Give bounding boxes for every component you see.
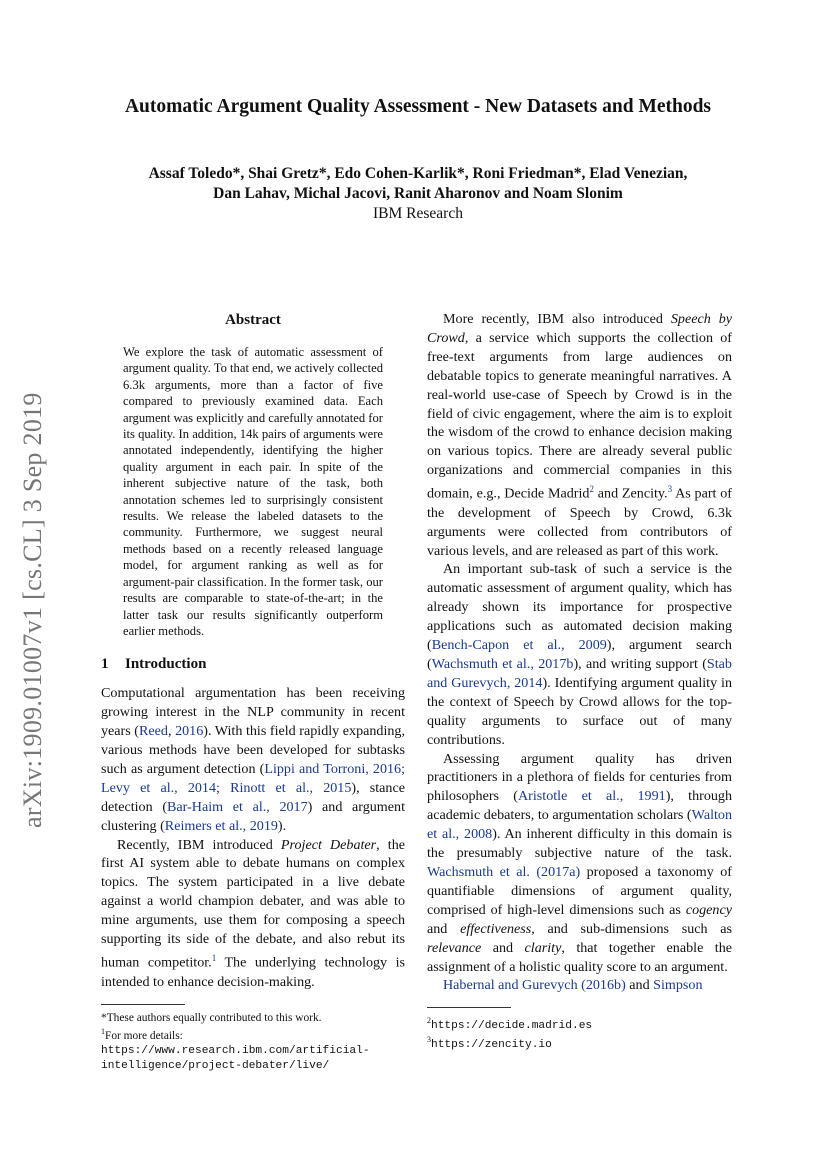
affiliation: IBM Research [373,205,463,222]
footnote-star: *These authors equally contributed to this work. [101,1011,322,1024]
italic-term: effectiveness [460,920,532,937]
intro-paragraph-3 [427,310,732,560]
text-run: ), stance detection ( [101,779,405,815]
author-list [60,164,776,204]
text-run: The underlying technology is intended to enhance decision-making. [101,954,405,990]
section-heading-introduction [101,654,405,674]
italic-term: clarity [524,939,562,956]
footnote-3 [427,1033,732,1052]
text-run: , a service which supports the collection of free-text arguments from large audiences on debatable topics to generate meaningful narratives. A real-world use-case of Speech by Crowd is in the field of civic engagement, where the aim is to exploit the wisdom of the crowd to enhance decision making on various topics. There are already several public organizations and commercial companies in this domain, e.g., Decide Madrid [427,329,732,502]
authors-line-1: Assaf Toledo*, Shai Gretz*, Edo Cohen-Karlik*, Roni Friedman*, Elad Venezian, [148,165,688,182]
footnote-divider [101,1004,185,1005]
citation-link[interactable]: Walton et al., 2008 [427,807,732,843]
text-run: , the first AI system able to debate humans on complex topics. The system participated in a live debate against a world champion debater, and was able to mine arguments, use them for composing a speech supporting its side of the debate, and also rebut its human competitor. [101,836,405,971]
text-run: ), argument search ( [427,637,732,672]
citation-link[interactable]: Bar-Haim et al., 2017 [167,798,308,815]
citation-link[interactable]: Aristotle et al., 1991 [518,788,666,805]
text-run: Assessing argument quality has driven practitioners in a plethora of fields for centuries from philosophers ( [427,750,732,805]
italic-term: Project Debater [280,836,377,853]
footnote-marker[interactable]: 2 [589,484,594,495]
intro-paragraph-4 [427,560,732,749]
footnote-url[interactable]: https://decide.madrid.es [431,1020,593,1033]
text-run: , [167,723,176,740]
text-run: ), and writing support ( [573,656,707,672]
text-run: Recently, IBM introduced [117,836,281,853]
footnote-divider [427,1007,511,1008]
italic-term: Speech by Crowd [427,311,732,346]
footnote-text: For more details: [105,1029,183,1042]
text-run: Computational argumentation has been receiving growing interest in the NLP community in recent years ( [101,685,405,740]
citation-link[interactable]: Stab and Gurevych, 2014 [427,656,732,691]
section-title: Introduction [125,656,207,673]
text-run: ) and argument clustering ( [101,798,405,834]
text-run: ), through academic debaters, to argumentation scholars ( [427,788,733,824]
text-run: and [427,920,461,937]
paper-title: Automatic Argument Quality Assessment - New Datasets and Methods [124,96,712,117]
footnote-marker[interactable]: 1 [211,953,217,963]
footnote-2 [427,1014,732,1033]
text-run: and [625,977,654,994]
text-run: , that together enable the assignment of a holistic quality score to an argument. [427,939,732,975]
text-run: ). Identifying argument quality in the context of Speech by Crowd allows for the top-quality arguments to surface out of many contributions. [427,674,732,748]
footnote-url[interactable]: https://zencity.io [431,1039,552,1052]
text-run: proposed a taxonomy of quantifiable dimensions of argument quality, comprised of high-level dimensions such as [427,863,732,918]
text-run: and [481,939,525,956]
intro-paragraph-5 [427,750,732,977]
abstract-text: We explore the task of automatic assessment of argument quality. To that end, we actively collected 6.3k arguments, more than a factor of five compared to previously examined data. Each argument was explicitly and carefully annotated for its quality. In addition, 14k pairs of arguments were annotated independently, identifying the higher quality argument in each pair. In spite of the inherent subjective nature of the task, both annotation schemes led to surprisingly consistent results. We release the labeled datasets to the community. Furthermore, we suggest neural methods based on a recently released language model, for argument ranking as well as for argument-pair classification. In the former task, our results are comparable to state-of-the-art; in the latter task our results significantly outperform earlier methods. [123,345,383,638]
citation-link[interactable]: Wachsmuth et al., 2017b [431,656,574,672]
italic-term: cogency [685,901,732,918]
text-run: and Zencity. [593,485,668,502]
right-column [427,310,732,1052]
citation-link[interactable]: Simpson [653,977,703,994]
text-run: More recently, IBM also introduced [443,311,671,327]
citation-link[interactable]: Bench-Capon et al., 2009 [431,637,607,654]
intro-paragraph-2 [101,836,405,992]
footnote-marker[interactable]: 3 [667,484,673,495]
footnote-number: 1 [101,1026,105,1036]
arxiv-stamp: arXiv:1909.01007v1 [cs.CL] 3 Sep 2019 [18,392,47,828]
citation-link[interactable]: Habernal and Gurevych (2016b) [443,977,626,994]
citation-link[interactable]: Lippi and Torroni, 2016; Levy et al., 2014; Rinott et al., 2015 [101,760,405,796]
citation-link[interactable]: 2016 [175,723,204,740]
footnote-number: 2 [427,1016,431,1026]
text-run: ). [277,817,287,834]
citation-link[interactable]: Reimers et al., 2019 [164,817,278,834]
text-run: As part of the development of Speech by Crowd, 6.3k arguments were collected from contributors of various levels, and are released as part of this work. [427,485,733,559]
citation-link[interactable]: Reed [139,723,168,740]
text-run: ). With this field rapidly expanding, various methods have been developed for subtasks such as argument detection ( [101,723,405,777]
authors-line-2: Dan Lahav, Michal Jacovi, Ranit Aharonov and Noam Slonim [213,185,623,202]
italic-term: relevance [427,939,482,956]
text-run: An important sub-task of such a service is the automatic assessment of argument quality, which has already shown its importance for prospective applications such as automated decision making ( [427,561,732,654]
footnote-url[interactable]: https://www.research.ibm.com/artificial-intelligence/project-debater/live/ [101,1044,370,1072]
text-run: , and sub-dimensions such as [531,920,733,937]
citation-link[interactable]: Wachsmuth et al. (2017a) [427,863,581,880]
intro-paragraph-1 [101,684,405,835]
left-column [101,310,405,1073]
footnote-number: 3 [427,1035,431,1045]
intro-paragraph-6 [427,976,732,995]
text-run: ). An inherent difficulty in this domain is the presumably subjective nature of the task. [427,826,732,862]
abstract-heading: Abstract [225,312,281,328]
footnote-1 [101,1025,405,1073]
section-number: 1 [101,656,109,673]
